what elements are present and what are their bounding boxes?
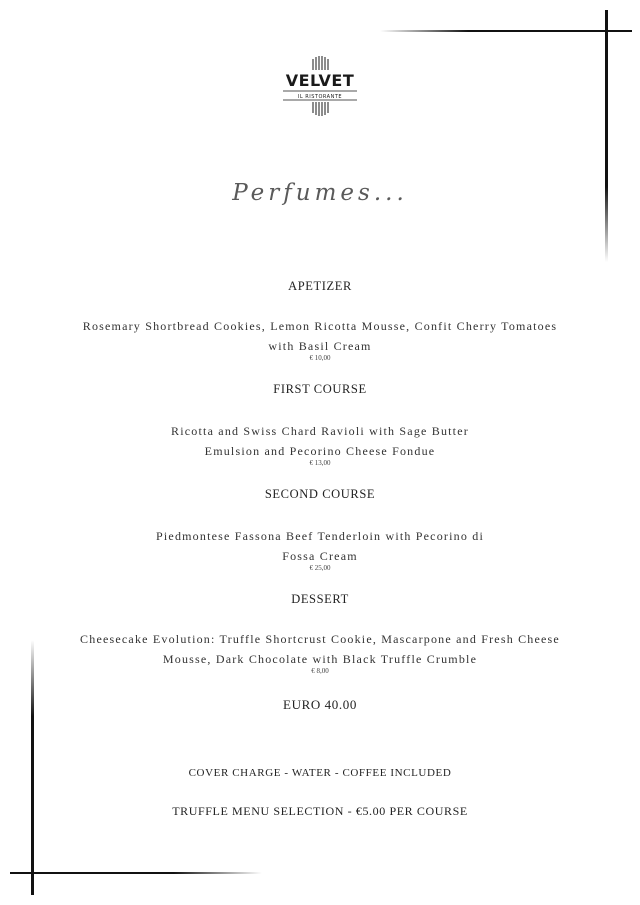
section-heading-first-course: FIRST COURSE <box>273 382 367 396</box>
logo-tagline: IL RISTORANTE <box>297 94 343 100</box>
frame-top-right-vertical <box>605 10 608 262</box>
dish-price: € 25,00 <box>309 564 331 572</box>
note-cover-charge: COVER CHARGE - WATER - COFFEE INCLUDED <box>188 767 452 779</box>
frame-bottom-left-vertical <box>31 640 34 895</box>
restaurant-logo <box>280 55 360 117</box>
dish-line: Cheesecake Evolution: Truffle Shortcrust Cookie, Mascarpone and Fresh Cheese <box>80 632 560 646</box>
frame-bottom-left-horizontal <box>10 872 262 874</box>
dish-line: Piedmontese Fassona Beef Tenderloin with Pecorino di <box>156 529 484 543</box>
note-truffle-selection: TRUFFLE MENU SELECTION - €5.00 PER COURSE <box>172 804 468 818</box>
dish-line: Rosemary Shortbread Cookies, Lemon Ricotta Mousse, Confit Cherry Tomatoes <box>82 319 558 333</box>
frame-top-right-horizontal <box>380 30 632 32</box>
dish-price: € 8,00 <box>311 667 329 675</box>
dish-line: with Basil Cream <box>268 339 372 353</box>
dish-price: € 13,00 <box>309 459 331 467</box>
dish-line: Fossa Cream <box>282 549 358 563</box>
menu-title: Perfumes... <box>232 180 408 206</box>
dish-line: Mousse, Dark Chocolate with Black Truffle Crumble <box>162 652 478 666</box>
section-heading-second-course: SECOND COURSE <box>264 487 376 501</box>
logo-wordmark: VELVET <box>285 71 355 90</box>
section-heading-dessert: DESSERT <box>291 592 349 606</box>
section-heading-apetizer: APETIZER <box>288 279 352 293</box>
dish-line: Ricotta and Swiss Chard Ravioli with Sage Butter <box>171 424 469 438</box>
dish-price: € 10,00 <box>309 354 331 362</box>
dish-line: Emulsion and Pecorino Cheese Fondue <box>204 444 436 458</box>
menu-total-price: EURO 40.00 <box>283 697 357 712</box>
